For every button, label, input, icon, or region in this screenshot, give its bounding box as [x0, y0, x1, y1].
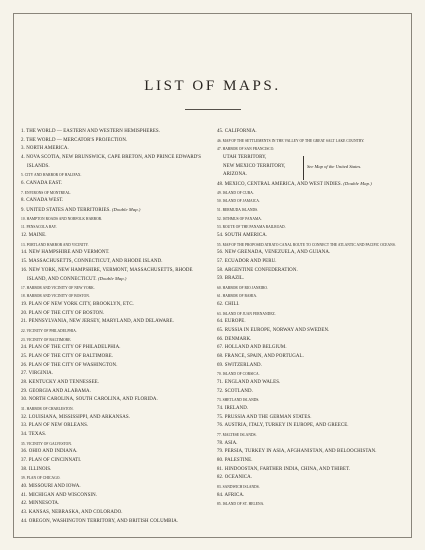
map-list-item — [21, 258, 211, 267]
map-list-item — [217, 492, 412, 501]
map-list-item — [21, 422, 211, 431]
map-list-item-text: 56. NEW GRENADA, VENEZUELA, AND GUIANA. — [217, 250, 331, 256]
map-list-item-text: ISLANDS. — [27, 163, 50, 169]
map-list-item-text: 27. VIRGINIA. — [21, 371, 54, 377]
map-list-item — [21, 448, 211, 457]
map-list-item — [21, 457, 211, 466]
map-list-item-text: 50. ISLAND OF JAMAICA. — [217, 199, 260, 204]
map-list-item — [217, 405, 412, 414]
map-list-item-text: 22. VICINITY OF PHILADELPHIA. — [21, 329, 77, 334]
map-list-item-text: 14. NEW HAMPSHIRE AND VERMONT. — [21, 250, 110, 256]
map-list-item — [217, 171, 412, 180]
map-list-item — [217, 197, 412, 206]
map-list-item — [217, 267, 412, 276]
map-list-item — [21, 414, 211, 423]
map-list-item — [21, 145, 211, 154]
map-list-item — [217, 241, 412, 250]
map-list-item-text: 25. PLAN OF THE CITY OF BALTIMORE. — [21, 354, 114, 360]
map-list-item — [21, 215, 211, 224]
map-list-item — [217, 370, 412, 379]
map-list-item — [217, 180, 412, 189]
map-list-item — [217, 189, 412, 198]
map-list-item-text: 13. PORTLAND HARBOR AND VICINITY. — [21, 242, 89, 247]
map-list-item — [21, 267, 211, 276]
map-list-item — [21, 466, 211, 475]
map-list-item-text: NEW MEXICO TERRITORY, — [223, 163, 286, 169]
map-list-item — [21, 396, 211, 405]
map-list-item-text: 35. VICINITY OF GALVESTON. — [21, 441, 72, 446]
map-list-item — [21, 223, 211, 232]
map-list-item — [21, 154, 211, 163]
map-list-item-note: (Double Map.) — [96, 276, 127, 282]
map-list-item — [21, 310, 211, 319]
map-list-item-text: 77. MALTESE ISLANDS. — [217, 432, 257, 437]
map-list-item-text: 30. NORTH CAROLINA, SOUTH CAROLINA, AND FLORIDA. — [21, 397, 158, 403]
map-list-item — [21, 509, 211, 518]
map-list-item — [217, 431, 412, 440]
map-list-item-text: 28. KENTUCKY AND TENNESSEE. — [21, 380, 100, 386]
map-list-item — [21, 163, 211, 172]
map-list-item-text: 37. PLAN OF CINCINNATI. — [21, 457, 82, 463]
map-list-item-text: 64. EUROPE. — [217, 319, 246, 325]
map-list-item-text: 81. HINDOOSTAN, FARTHER INDIA, CHINA, AND THIBET. — [217, 466, 351, 472]
map-list-item — [21, 189, 211, 198]
map-list-item — [217, 327, 412, 336]
map-list-item — [217, 215, 412, 224]
map-list-item-text: 20. PLAN OF THE CITY OF BOSTON. — [21, 310, 105, 316]
map-list-item-text: 57. ECUADOR AND PERU. — [217, 258, 277, 264]
map-list-item-text: 9. UNITED STATES AND TERRITORIES. — [21, 207, 111, 213]
map-list-item — [21, 344, 211, 353]
map-list-item-text: 34. TEXAS. — [21, 431, 47, 437]
map-list-item — [21, 518, 211, 527]
map-list-item-text: 66. DENMARK. — [217, 336, 252, 342]
map-list-item — [217, 379, 412, 388]
map-list-item — [217, 154, 412, 163]
map-list-item-text: 73. SHETLAND ISLANDS. — [217, 398, 260, 403]
map-list-item-text: ISLAND, AND CONNECTICUT. — [27, 277, 97, 283]
map-list-item-text: 16. NEW YORK, NEW HAMPSHIRE, VERMONT, MASSACHUSETTS, RHODE — [21, 267, 193, 273]
map-list-right-column — [217, 128, 412, 509]
map-list-item — [21, 431, 211, 440]
map-list-item-text: 85. ISLAND OF ST. HELENA. — [217, 502, 265, 507]
map-list-item — [217, 457, 412, 466]
map-list-item-text: 68. FRANCE, SPAIN, AND PORTUGAL. — [217, 354, 304, 360]
map-list-item — [21, 128, 211, 137]
map-list-item — [217, 483, 412, 492]
map-list-item — [217, 448, 412, 457]
map-list-item — [21, 249, 211, 258]
map-list-item — [21, 370, 211, 379]
map-list-item — [217, 500, 412, 509]
map-list-item-text: 4. NOVA SCOTIA, NEW BRUNSWICK, CAPE BRETON, AND PRINCE EDWARD'S — [21, 154, 202, 160]
map-list-item — [21, 474, 211, 483]
map-list-item-text: 51. BERMUDA ISLANDS. — [217, 207, 259, 212]
map-list-item — [217, 223, 412, 232]
map-list-item-text: 75. PRUSSIA AND THE GERMAN STATES. — [217, 414, 312, 420]
map-list-item-text: 3. NORTH AMERICA. — [21, 146, 69, 152]
map-list-item-text: 10. HAMPTON ROADS AND NORFOLK HARBOR. — [21, 216, 103, 221]
map-list-item-text: 79. PERSIA, TURKEY IN ASIA, AFGHANISTAN, AND BELOOCHISTAN. — [217, 449, 377, 455]
map-list-item-text: 33. PLAN OF NEW ORLEANS. — [21, 423, 89, 429]
map-list-item — [217, 249, 412, 258]
map-list-item — [21, 180, 211, 189]
map-list-item — [21, 318, 211, 327]
map-list-item-text: 83. SANDWICH ISLANDS. — [217, 484, 260, 489]
map-list-item — [21, 388, 211, 397]
map-list-item — [217, 440, 412, 449]
map-list-item — [217, 128, 412, 137]
map-list-item-text: 78. ASIA. — [217, 440, 238, 446]
map-list-item — [21, 500, 211, 509]
map-list-item-text: 60. HARBOR OF RIO JANEIRO. — [217, 285, 269, 290]
group-brace — [300, 156, 304, 180]
map-list-item — [21, 197, 211, 206]
map-list-item-text: 47. HARBOR OF SAN FRANCISCO. — [217, 147, 275, 152]
map-list-item — [21, 137, 211, 146]
map-list-item — [217, 275, 412, 284]
map-list-item-text: 17. HARBOR AND VICINITY OF NEW YORK. — [21, 285, 95, 290]
map-list-item-text: 40. MISSOURI AND IOWA. — [21, 483, 81, 489]
map-list-item — [21, 492, 211, 501]
map-list-item — [217, 310, 412, 319]
map-list-item-text: 7. ENVIRONS OF MONTREAL. — [21, 190, 72, 195]
map-list-item-text: 36. OHIO AND INDIANA. — [21, 449, 78, 455]
map-list-item-text: 58. ARGENTINE CONFEDERATION. — [217, 267, 298, 273]
map-list-item-text: 61. HARBOR OF BAHIA. — [217, 294, 258, 299]
brace-note: See Map of the United States. — [307, 163, 362, 169]
map-list-item — [217, 353, 412, 362]
map-list-item-text: ARIZONA. — [223, 172, 248, 178]
map-list-item-text: 71. ENGLAND AND WALES. — [217, 380, 281, 386]
map-list-item-text: 72. SCOTLAND. — [217, 388, 253, 394]
map-list-item-text: 53. ROUTE OF THE PANAMA RAILROAD. — [217, 225, 286, 230]
map-list-item-text: 2. THE WORLD — MERCATOR'S PROJECTION. — [21, 137, 128, 143]
map-list-item — [217, 396, 412, 405]
map-list-item — [21, 171, 211, 180]
map-list-item-text: 62. CHILI. — [217, 302, 240, 308]
map-list-item-text: 44. OREGON, WASHINGTON TERRITORY, AND BRITISH COLUMBIA. — [21, 518, 179, 524]
map-list-item-text: 74. IRELAND. — [217, 406, 249, 411]
map-list-item-text: 1. THE WORLD — EASTERN AND WESTERN HEMISPHERES. — [21, 129, 161, 134]
map-list-item — [21, 275, 211, 284]
map-list-item — [217, 362, 412, 371]
map-list-item — [21, 405, 211, 414]
map-list-item — [21, 379, 211, 388]
map-list-item-note: (Double Map.) — [110, 206, 141, 212]
map-list-item — [21, 327, 211, 336]
map-list-item — [21, 362, 211, 371]
map-list-item-text: 8. CANADA WEST. — [21, 198, 64, 204]
map-list-item-note: (Double Map.) — [342, 180, 372, 186]
map-list-item-text: 21. PENNSYLVANIA, NEW JERSEY, MARYLAND, AND DELAWARE. — [21, 319, 174, 325]
map-list-item-text: 63. ISLAND OF JUAN FERNANDEZ. — [217, 311, 276, 316]
map-list-item-text: 12. MAINE. — [21, 232, 47, 238]
map-list-item-text: 76. AUSTRIA, ITALY, TURKEY IN EUROPE, AND GREECE. — [217, 423, 349, 429]
map-list-item-text: 5. CITY AND HARBOR OF HALIFAX. — [21, 173, 82, 178]
map-list-item — [217, 474, 412, 483]
map-list-item — [21, 440, 211, 449]
map-list-left-column — [21, 128, 211, 526]
map-list-item-text: 38. ILLINOIS. — [21, 466, 52, 472]
map-list-item-text: 43. KANSAS, NEBRASKA, AND COLORADO. — [21, 509, 123, 515]
map-list-item-text: 59. BRAZIL. — [217, 276, 245, 282]
map-list-item-text: 48. MEXICO, CENTRAL AMERICA, AND WEST INDIES. — [217, 181, 343, 187]
map-list-item — [21, 483, 211, 492]
map-list-item-text: 31. HARBOR OF CHARLESTON. — [21, 407, 74, 411]
map-list-item — [217, 301, 412, 310]
map-list-item-text: 80. PALESTINE. — [217, 457, 253, 463]
map-list-item-text: 55. MAP OF THE PROPOSED ATRATO CANAL ROUTE TO CONNECT THE ATLANTIC AND PACIFIC OCEANS. — [217, 242, 396, 247]
map-list-item-text: 82. OCEANICA. — [217, 475, 253, 481]
map-list-item-text: 70. ISLAND OF CORSICA. — [217, 372, 260, 377]
map-list-item — [21, 206, 211, 215]
map-list-item — [21, 301, 211, 310]
map-list-item — [217, 388, 412, 397]
map-list-item-text: 84. AFRICA. — [217, 492, 245, 498]
map-list-item-text: 26. PLAN OF THE CITY OF WASHINGTON. — [21, 362, 118, 368]
map-list-item — [21, 353, 211, 362]
map-list-item-text: 11. PENSACOLA BAY. — [21, 225, 57, 230]
map-list-item — [217, 344, 412, 353]
map-list-item-text: 18. HARBOR AND VICINITY OF BOSTON. — [21, 294, 90, 299]
map-list-item-text: 41. MICHIGAN AND WISCONSIN. — [21, 492, 98, 498]
map-list-item-text: 65. RUSSIA IN EUROPE, NORWAY AND SWEDEN. — [217, 328, 330, 334]
map-list-item-text: 45. CALIFORNIA. — [217, 129, 257, 134]
title-rule — [185, 109, 241, 110]
map-list-item-text: 19. PLAN OF NEW YORK CITY, BROOKLYN, ETC. — [21, 302, 134, 308]
map-list-item — [21, 232, 211, 241]
map-list-item — [21, 241, 211, 250]
map-list-item-text: 6. CANADA EAST. — [21, 180, 63, 186]
map-list-item-text: 29. GEORGIA AND ALABAMA. — [21, 388, 91, 394]
map-list-item — [217, 466, 412, 475]
map-list-item — [217, 336, 412, 345]
map-list-item — [217, 422, 412, 431]
map-list-item-text: 46. MAP OF THE SETTLEMENTS IN THE VALLEY OF THE GREAT SALT LAKE COUNTRY. — [217, 138, 365, 143]
map-list-item-text: 42. MINNESOTA. — [21, 501, 60, 507]
map-list-item — [21, 336, 211, 345]
map-list-item-text: 39. PLAN OF CHICAGO. — [21, 476, 61, 481]
map-list-item-text: 69. SWITZERLAND. — [217, 362, 262, 368]
map-list-item-text: 52. ISTHMUS OF PANAMA. — [217, 216, 262, 221]
map-list-item — [217, 232, 412, 241]
map-list-item-text: 49. ISLAND OF CUBA. — [217, 190, 254, 195]
map-list-item — [217, 318, 412, 327]
page-title: LIST OF MAPS. — [144, 78, 281, 94]
map-list-item-text: 67. HOLLAND AND BELGIUM. — [217, 345, 287, 351]
map-list-item — [217, 206, 412, 215]
map-list-item-text: 24. PLAN OF THE CITY OF PHILADELPHIA. — [21, 345, 121, 351]
map-list-item-text: 32. LOUISIANA, MISSISSIPPI, AND ARKANSAS. — [21, 414, 130, 420]
map-list-item — [21, 284, 211, 293]
map-list-item-text: 23. VICINITY OF BALTIMORE. — [21, 337, 72, 342]
map-list-item — [217, 258, 412, 267]
map-list-item — [217, 284, 412, 293]
map-list-item-text: UTAH TERRITORY, — [223, 154, 267, 160]
map-list-item-text: 15. MASSACHUSETTS, CONNECTICUT, AND RHODE ISLAND. — [21, 258, 163, 264]
map-list-item — [217, 414, 412, 423]
map-list-item-text: 54. SOUTH AMERICA. — [217, 232, 268, 238]
map-list-item — [21, 292, 211, 301]
map-list-item — [217, 145, 412, 154]
map-list-item — [217, 292, 412, 301]
map-list-item — [217, 137, 412, 146]
